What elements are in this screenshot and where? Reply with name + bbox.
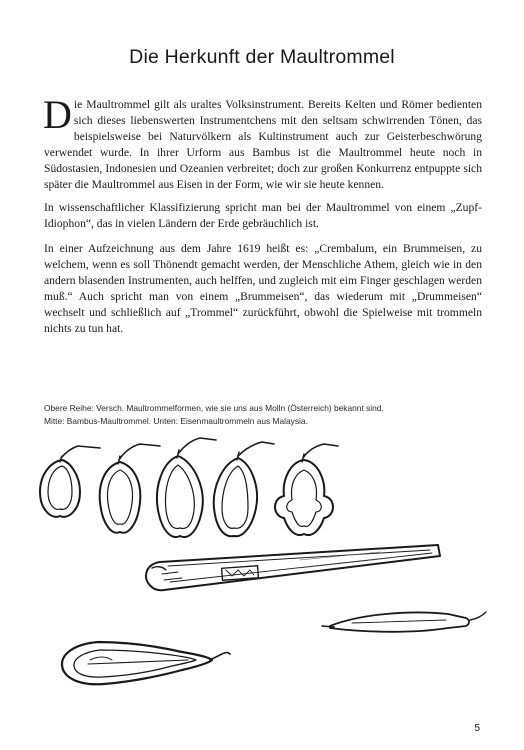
paragraph-history: In einer Aufzeichnung aus dem Jahre 1619 heißt es: „Crembalum, ein Brummeisen, zu welchem, wenn es soll Thönendt gemacht werden, der Menschliche Athem, gleich wie in den andern blasenden Instrumenten, auch helffen, und zugleich mit eim Finger geschlagen werden muß.“ Auch spricht man von einem „Brummeisen“, das wiederum mit „Drummeisen“ wechselt und schließlich auf „Trommel“ zurückführt, obwohl die Spielweise mit trommeln nichts zu tun hat.: [44, 242, 482, 335]
drop-cap: D: [43, 92, 72, 137]
jaw-harp-5: [275, 444, 338, 535]
caption-line-2: Mitte: Bambus-Maultrommel. Unten: Eisenmaultrommeln aus Malaysia.: [44, 415, 308, 426]
page-number: 5: [474, 723, 480, 734]
jaw-harp-2: [100, 444, 160, 533]
caption-line-1: Obere Reihe: Versch. Maultrommelformen, wie sie uns aus Molln (Österreich) bekannt sind.: [44, 403, 384, 413]
bamboo-jaw-harp: [146, 545, 440, 590]
jaw-harp-1: [40, 446, 100, 517]
paragraph-classification: In wissenschaftlicher Klassifizierung spricht man bei der Maultrommel von einem „Zupf-Idiophon“, das in vielen Ländern der Erde gebräuchlich ist.: [44, 201, 482, 230]
paragraph-intro-text: ie Maultrommel gilt als uraltes Volksinstrument. Bereits Kelten und Römer bedienten sich dieses liebenswerten Instrumentchens mit den seltsam schwirrenden Tönen, das beispielsweise bei Naturvölkern als Kultinstrument auch zur Geisterbeschwörung verwendet wurde. In ihrer Urform aus Bambus ist die Maultrommel heute noch in Südostasien, Indonesien und Ozeanien verbreitet; doch zur großen Konkurrenz entpuppte sich später die Maultrommel aus Eisen in der Form, wie wir sie heute kennen.: [44, 98, 482, 191]
malaysian-iron-jaw-harp: [62, 642, 230, 684]
jaw-harp-3: [157, 438, 216, 537]
page-title: Die Herkunft der Maultrommel: [129, 46, 395, 68]
small-spindle-harp: [322, 612, 486, 632]
jaw-harp-4: [214, 442, 274, 536]
